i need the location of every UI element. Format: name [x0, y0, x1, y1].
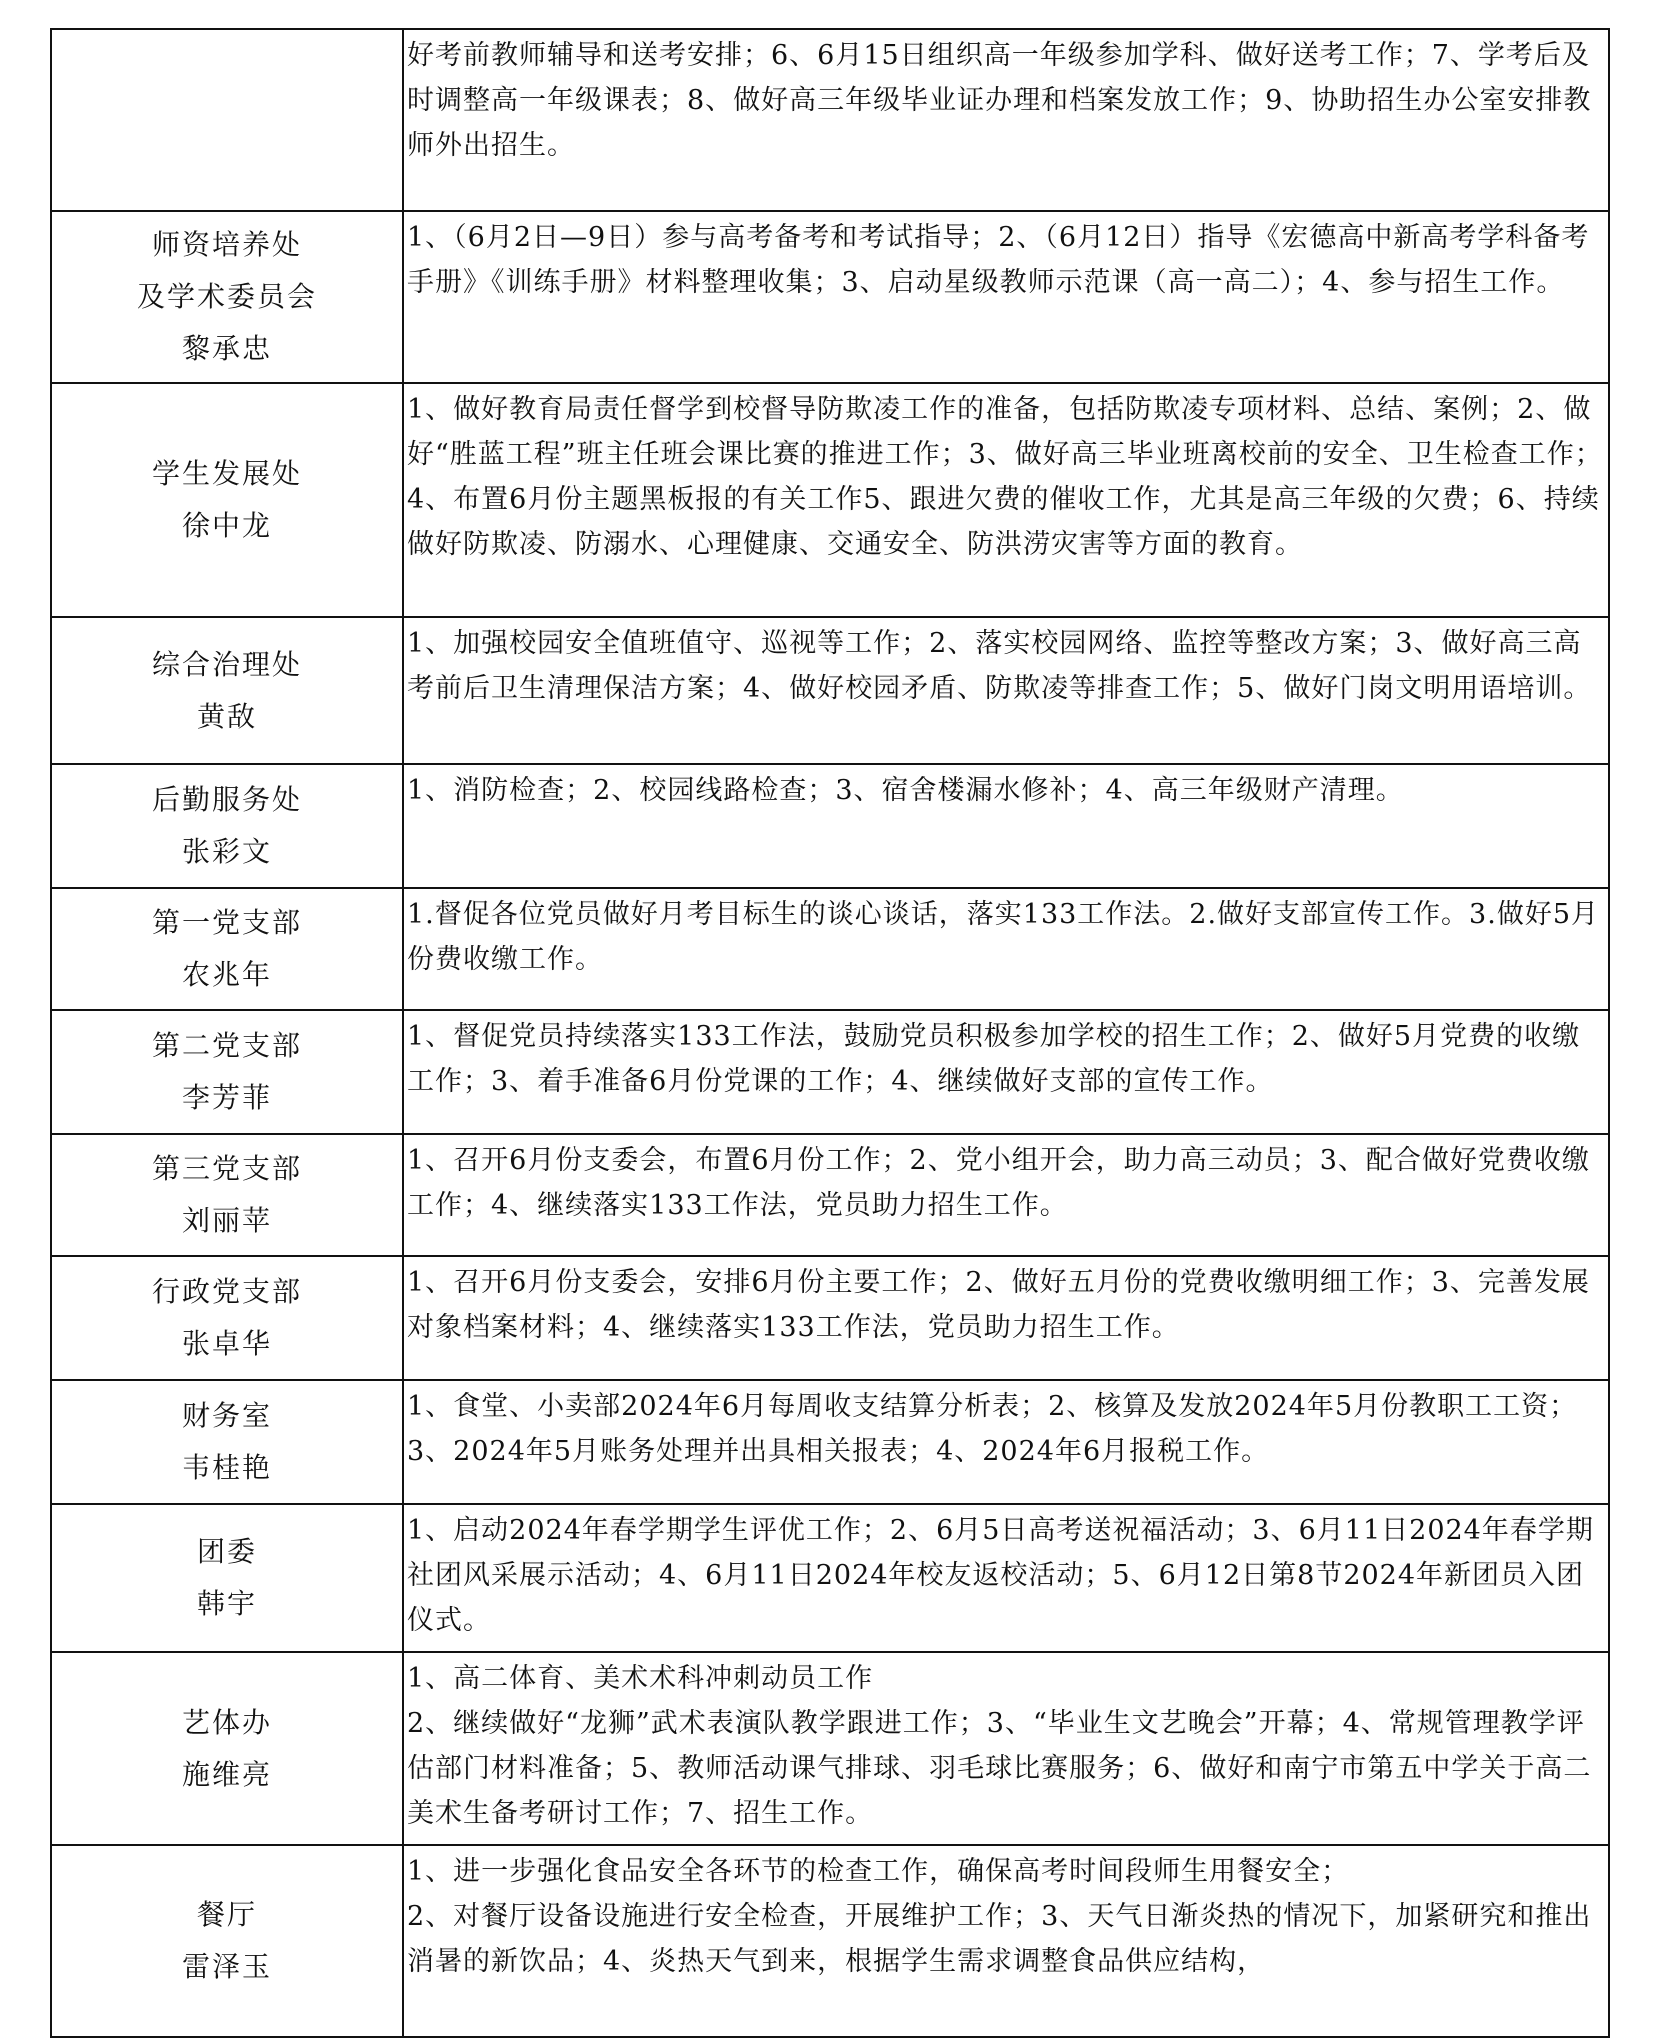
- work-content-cell: [403, 1845, 1609, 2037]
- table-row: [51, 383, 1609, 617]
- department-cell: [51, 1010, 403, 1134]
- table-row: [51, 888, 1609, 1010]
- work-paragraph: 1.督促各位党员做好月考目标生的谈心谈话，落实133工作法。2.做好支部宣传工作。3.做好5月份费收缴工作。: [407, 899, 1599, 975]
- department-cell: [51, 29, 403, 211]
- department-line: 综合治理处: [151, 647, 302, 681]
- work-paragraph: 1、（6月2日—9日）参与高考备考和考试指导；2、（6月12日）指导《宏德高中新高考学科备考手册》《训练手册》材料整理收集；3、启动星级教师示范课（高一高二）；4、参与招生工作。: [407, 222, 1590, 298]
- work-paragraph: 2、继续做好“龙狮”武术表演队教学跟进工作；3、“毕业生文艺晚会”开幕；4、常规管理教学评估部门材料准备；5、教师活动课气排球、羽毛球比赛服务；6、做好和南宁市第五中学关于高二美术生备考研讨工作；7、招生工作。: [407, 1708, 1592, 1829]
- work-content-cell: [403, 617, 1609, 764]
- work-paragraph: 1、消防检查；2、校园线路检查；3、宿舍楼漏水修补；4、高三年级财产清理。: [407, 775, 1404, 806]
- department-cell: [51, 764, 403, 888]
- department-cell: [51, 1504, 403, 1652]
- department-line: 财务室: [181, 1399, 272, 1432]
- work-paragraph: 好考前教师辅导和送考安排；6、6月15日组织高一年级参加学科、做好送考工作；7、学考后及时调整高一年级课表；8、做好高三年级毕业证办理和档案发放工作；9、协助招生办公室安排教师外出招生。: [407, 40, 1592, 161]
- work-paragraph: 1、召开6月份支委会，布置6月份工作；2、党小组开会，助力高三动员；3、配合做好党费收缴工作；4、继续落实133工作法，党员助力招生工作。: [407, 1145, 1590, 1221]
- work-content-cell: [403, 1380, 1609, 1504]
- department-line: 李芳菲: [181, 1081, 272, 1114]
- department-cell: [51, 1134, 403, 1256]
- work-content-cell: [403, 1504, 1609, 1652]
- department-line: 第三党支部: [151, 1152, 302, 1185]
- department-line: 徐中龙: [181, 509, 272, 542]
- work-paragraph: 1、加强校园安全值班值守、巡视等工作；2、落实校园网络、监控等整改方案；3、做好高三高考前后卫生清理保洁方案；4、做好校园矛盾、防欺凌等排查工作；5、做好门岗文明用语培训。: [407, 628, 1592, 704]
- department-line: 团委: [196, 1535, 257, 1568]
- work-paragraph: 1、进一步强化食品安全各环节的检查工作，确保高考时间段师生用餐安全；: [407, 1856, 1350, 1887]
- department-line: 雷泽玉: [181, 1950, 272, 1983]
- department-cell: [51, 1845, 403, 2037]
- department-line: 餐厅: [196, 1898, 257, 1931]
- department-line: 刘丽苹: [181, 1204, 272, 1237]
- work-content-cell: [403, 29, 1609, 211]
- work-content-cell: [403, 888, 1609, 1010]
- department-line: 韦桂艳: [181, 1451, 272, 1484]
- table-row: [51, 617, 1609, 764]
- work-content-cell: [403, 1134, 1609, 1256]
- department-line: 农兆年: [181, 958, 272, 991]
- work-paragraph: 1、做好教育局责任督学到校督导防欺凌工作的准备，包括防欺凌专项材料、总结、案例；2、做好“胜蓝工程”班主任班会课比赛的推进工作；3、做好高三毕业班离校前的安全、卫生检查工作；4、布置6月份主题黑板报的有关工作5、跟进欠费的催收工作，尤其是高三年级的欠费；6、持续做好防欺凌、防溺水、心理健康、交通安全、防洪涝灾害等方面的教育。: [407, 394, 1603, 560]
- table-row: [51, 211, 1609, 383]
- department-line: 张卓华: [181, 1327, 272, 1360]
- department-line: 师资培养处: [151, 228, 302, 261]
- table-row: [51, 764, 1609, 888]
- department-cell: [51, 888, 403, 1010]
- work-paragraph: 1、启动2024年春学期学生评优工作；2、6月5日高考送祝福活动；3、6月11日2024年春学期社团风采展示活动；4、6月11日2024年校友返校活动；5、6月12日第8节2024年新团员入团仪式。: [407, 1515, 1594, 1636]
- department-line: 及学术委员会: [136, 280, 317, 313]
- department-line: 艺体办: [181, 1705, 272, 1739]
- department-line: 学生发展处: [151, 457, 302, 490]
- work-plan-table-body: [51, 29, 1609, 2037]
- work-content-cell: [403, 1256, 1609, 1380]
- department-cell: [51, 211, 403, 383]
- table-row: [51, 1010, 1609, 1134]
- table-row: [51, 1652, 1609, 1845]
- department-line: 施维亮: [181, 1757, 272, 1791]
- work-content-cell: [403, 1010, 1609, 1134]
- department-line: 第二党支部: [151, 1029, 302, 1062]
- department-line: 韩宇: [196, 1587, 257, 1620]
- work-content-cell: [403, 764, 1609, 888]
- work-paragraph: 1、召开6月份支委会，安排6月份主要工作；2、做好五月份的党费收缴明细工作；3、完善发展对象档案材料；4、继续落实133工作法，党员助力招生工作。: [407, 1267, 1590, 1343]
- work-paragraph: 1、食堂、小卖部2024年6月每周收支结算分析表；2、核算及发放2024年5月份教职工工资；3、2024年5月账务处理并出具相关报表；4、2024年6月报税工作。: [407, 1391, 1578, 1467]
- work-paragraph: 1、高二体育、美术术科冲刺动员工作: [407, 1663, 874, 1694]
- work-plan-table: [50, 28, 1610, 2038]
- table-row: [51, 1845, 1609, 2037]
- department-line: 张彩文: [181, 835, 272, 868]
- table-row: [51, 1134, 1609, 1256]
- department-cell: [51, 1380, 403, 1504]
- work-content-cell: [403, 1652, 1609, 1845]
- department-line: 第一党支部: [151, 906, 302, 939]
- department-line: 黎承忠: [181, 332, 272, 365]
- department-cell: [51, 1652, 403, 1845]
- table-row: [51, 29, 1609, 211]
- table-row: [51, 1256, 1609, 1380]
- work-paragraph: 2、对餐厅设备设施进行安全检查，开展维护工作；3、天气日渐炎热的情况下，加紧研究和推出消暑的新饮品；4、炎热天气到来，根据学生需求调整食品供应结构，: [407, 1901, 1592, 1977]
- work-content-cell: [403, 383, 1609, 617]
- work-plan-page: [50, 28, 1610, 2038]
- table-row: [51, 1380, 1609, 1504]
- department-cell: [51, 617, 403, 764]
- department-line: 后勤服务处: [151, 783, 302, 816]
- department-cell: [51, 1256, 403, 1380]
- department-line: 黄敌: [196, 699, 257, 733]
- department-cell: [51, 383, 403, 617]
- work-paragraph: 1、督促党员持续落实133工作法，鼓励党员积极参加学校的招生工作；2、做好5月党费的收缴工作；3、着手准备6月份党课的工作；4、继续做好支部的宣传工作。: [407, 1021, 1581, 1097]
- table-row: [51, 1504, 1609, 1652]
- work-content-cell: [403, 211, 1609, 383]
- department-line: 行政党支部: [151, 1275, 302, 1308]
